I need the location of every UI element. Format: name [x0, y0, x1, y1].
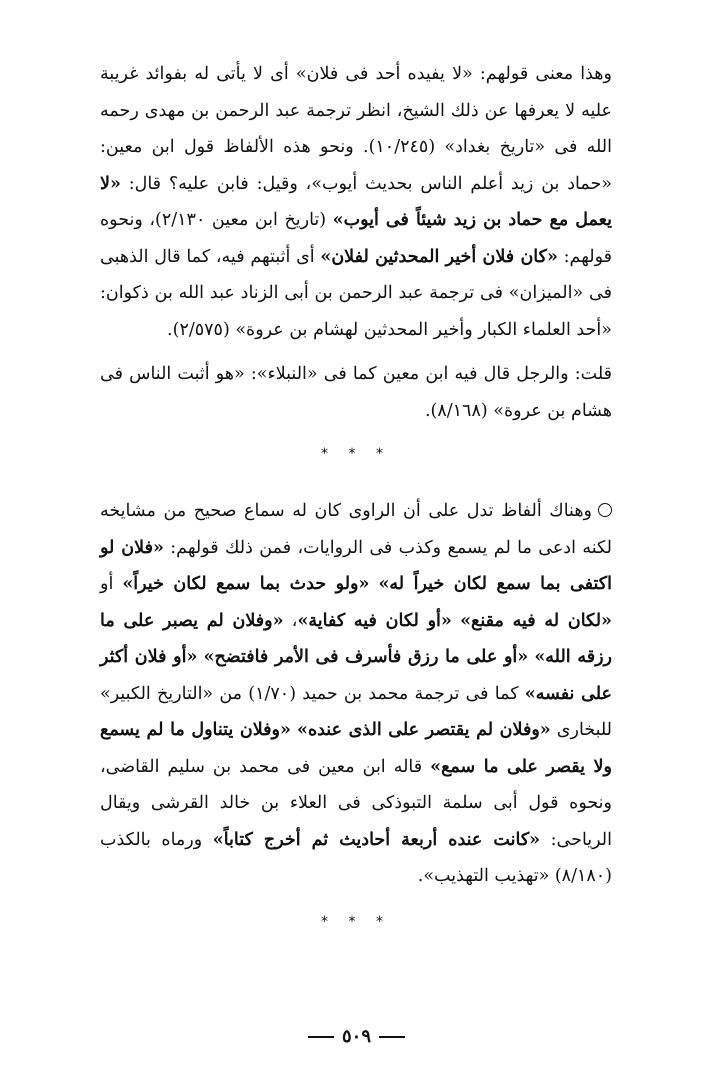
paragraph-3-text-8: كما فى ترجمة محمد بن حميد (١/٧٠) من «التاريخ الكبير» للبخارى	[100, 683, 612, 740]
paragraph-3-bold-2: «ولو حدث بما سمع لكان خيراً»	[122, 574, 370, 594]
circle-bullet-icon	[598, 503, 612, 517]
paragraph-3-text-3: أو	[100, 574, 123, 594]
section-separator-2: * * *	[321, 913, 391, 930]
paragraph-2	[100, 356, 612, 429]
paragraph-3-bold-4: «أو لكان فيه كفاية»	[297, 610, 452, 631]
paragraph-3-bold-9: «وفلان يتناول ما لم يسمع ولا يقصر على ما سمع»	[100, 720, 612, 777]
paragraph-3-bold-3: «لكان له فيه مقنع»	[460, 610, 612, 631]
paragraph-1-bold-2: «كان فلان أخير المحدثين لفلان»	[320, 246, 558, 267]
page-number-dash-right	[379, 1036, 405, 1038]
paragraph-1-text-3: أى أثبتهم فيه، كما قال الذهبى فى «الميزان» فى ترجمة عبد الرحمن بن أبى الزناد عبد الله بن ذكوان: «أحد العلماء الكبار وأخير المحدثين لهشام بن عروة» (٢/٥٧٥).	[100, 246, 612, 340]
paragraph-3	[100, 493, 612, 895]
paragraph-1-bold-1: «لا يعمل مع حماد بن زيد شيئاً فى أيوب»	[100, 173, 612, 230]
paragraph-3-bold-5: «وفلان لم يصبر على ما رزقه الله»	[100, 610, 612, 667]
page-number-dash-left	[308, 1036, 334, 1038]
page-number-value: ٥٠٩	[341, 1026, 371, 1047]
paragraph-3-text-5: ،	[283, 610, 298, 631]
paragraph-2-text: قلت: والرجل قال فيه ابن معين كما فى «النبلاء»: «هو أثبت الناس فى هشام بن عروة» (٨/١٦٨).	[100, 364, 612, 421]
paragraph-3-text-11: ورماه بالكذب (٨/١٨٠) «تهذيب التهذيب».	[100, 829, 612, 886]
paragraph-1	[100, 56, 612, 348]
paragraph-3-text-4	[452, 611, 460, 631]
paragraph-3-bold-1: «فلان لو اكتفى بما سمع لكان خيراً له»	[100, 537, 612, 594]
paragraph-3-bold-8: «وفلان لم يقتصر على الذى عنده»	[297, 720, 551, 740]
paragraph-1-text-1: وهذا معنى قولهم: «لا يفيده أحد فى فلان» أى لا يأتى له بفوائد غريبة عليه لا يعرفها عن ذلك الشيخ، انظر ترجمة عبد الرحمن بن مهدى رحمه الله فى «تاريخ بغداد» (١٠/٢٤٥). ونحو هذه الألفاظ قول ابن معين: «حماد بن زيد أعلم الناس بحديث أيوب»، وقيل: فابن عليه؟ قال:	[100, 64, 613, 194]
paragraph-3-bold-10: «كانت عنده أربعة أحاديث ثم أخرج كتاباً»	[212, 829, 541, 850]
paragraph-3-text-1: وهناك ألفاظ تدل على أن الراوى كان له سماع صحيح من مشايخه لكنه ادعى ما لم يسمع وكذب فى الروايات، فمن ذلك قولهم:	[100, 501, 612, 558]
paragraph-1-text-2: (تاريخ ابن معين ٢/١٣٠)، ونحوه قولهم:	[100, 210, 612, 267]
section-separator-1: * * *	[321, 446, 391, 462]
paragraph-3-bold-7: «أو فلان أكثر على نفسه»	[100, 647, 612, 704]
page-content	[100, 56, 612, 937]
page-number	[0, 1026, 713, 1047]
paragraph-3-bold-6: «أو على ما رزق فأسرف فى الأمر فافتضح»	[203, 647, 529, 667]
paragraph-3-text-10: قاله ابن معين فى محمد بن سليم القاضى، ونحوه قول أبى سلمة التبوذكى فى العلاء بن خالد القرشى ويقال الرياحى:	[100, 756, 613, 850]
